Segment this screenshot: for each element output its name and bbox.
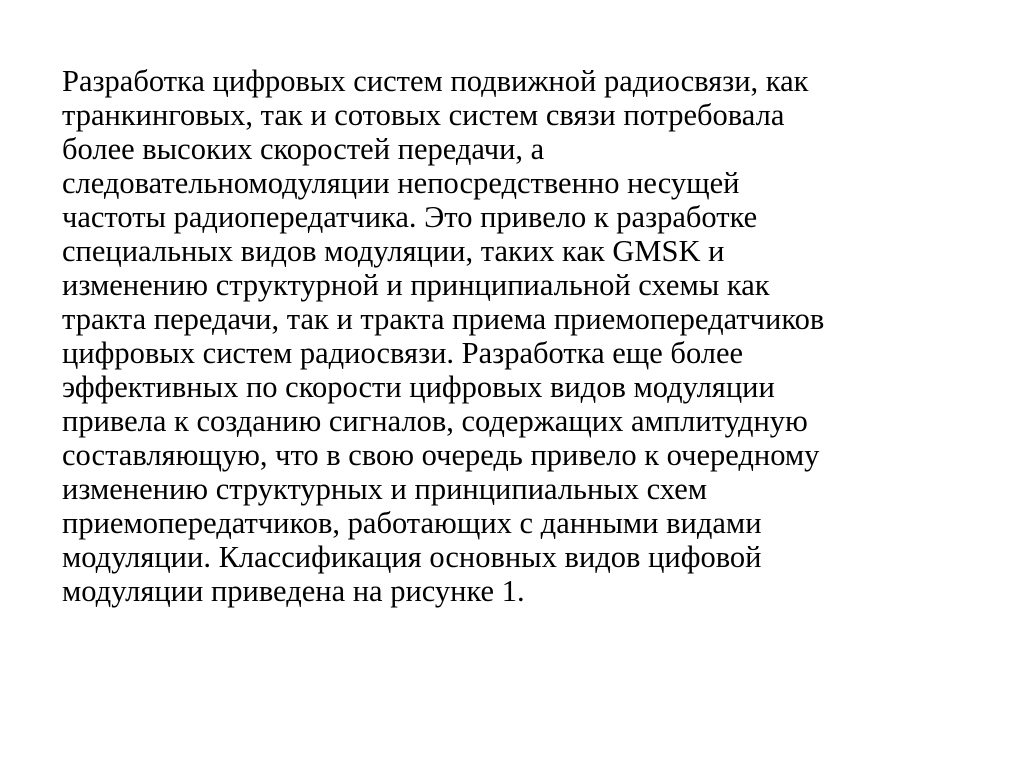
paragraph-line: изменению структурной и принципиальной схемы как (62, 268, 770, 302)
paragraph-line: модуляции. Классификация основных видов цифовой (62, 540, 762, 574)
paragraph-line: изменению структурных и принципиальных схем (62, 472, 708, 506)
paragraph-line: следовательномодуляции непосредственно несущей (62, 166, 740, 200)
paragraph-line: специальных видов модуляции, таких как GMSK и (62, 234, 725, 268)
paragraph-line: транкинговых, так и сотовых систем связи потребовала (62, 98, 785, 132)
paragraph-line: более высоких скоростей передачи, а (62, 132, 545, 166)
paragraph-line: эффективных по скорости цифровых видов модуляции (62, 370, 775, 404)
paragraph-line: тракта передачи, так и тракта приема приемопередатчиков (62, 302, 825, 336)
paragraph-line: модуляции приведена на рисунке 1. (62, 574, 525, 608)
paragraph (62, 64, 962, 608)
paragraph-line: приемопередатчиков, работающих с данными видами (62, 506, 762, 540)
paragraph-line: составляющую, что в свою очередь привело к очередному (62, 438, 820, 472)
paragraph-line: Разработка цифровых систем подвижной радиосвязи, как (62, 64, 809, 98)
paragraph-line: привела к созданию сигналов, содержащих амплитудную (62, 404, 808, 438)
paragraph-line: цифровых систем радиосвязи. Разработка еще более (62, 336, 744, 370)
paragraph-line: частоты радиопередатчика. Это привело к разработке (62, 200, 758, 234)
